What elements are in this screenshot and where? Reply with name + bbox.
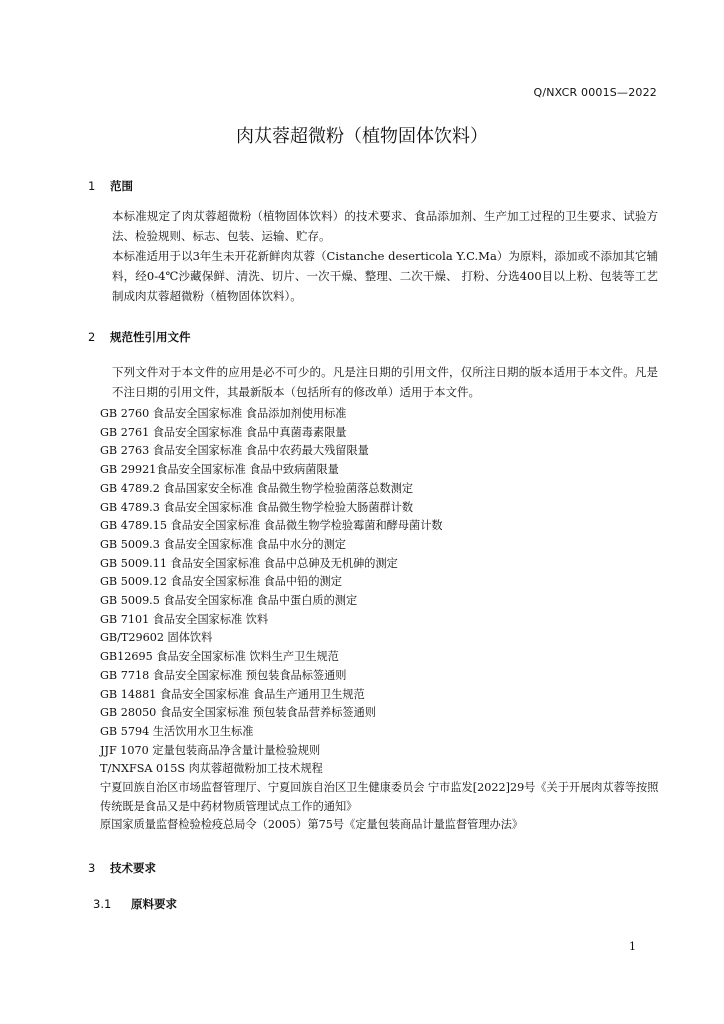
section-title: 技术要求 bbox=[110, 861, 157, 875]
reference-item: GB 29921食品安全国家标准 食品中致病菌限量 bbox=[100, 463, 339, 477]
section-number: 1 bbox=[88, 179, 96, 193]
reference-item: GB 2761 食品安全国家标准 食品中真菌毒素限量 bbox=[100, 425, 347, 439]
reference-item: T/NXFSA 015S 肉苁蓉超微粉加工技术规程 bbox=[100, 762, 323, 776]
reference-item: GB 14881 食品安全国家标准 食品生产通用卫生规范 bbox=[100, 687, 365, 701]
reference-item: GB 7718 食品安全国家标准 预包装食品标签通则 bbox=[100, 668, 347, 682]
reference-item: 宁夏回族自治区市场监督管理厅、宁夏回族自治区卫生健康委员会 宁市监发[2022]29号《关于开展肉苁蓉等按照传统既是食品又是中药材物质管理试点工作的通知》 bbox=[100, 781, 659, 813]
reference-item: GB 5009.12 食品安全国家标准 食品中铅的测定 bbox=[100, 575, 342, 589]
reference-item: GB 4789.15 食品安全国家标准 食品微生物学检验霉菌和酵母菌计数 bbox=[100, 519, 443, 533]
section-3-heading bbox=[88, 860, 156, 876]
reference-item: GB 2760 食品安全国家标准 食品添加剂使用标准 bbox=[100, 407, 347, 420]
reference-item: GB 5009.11 食品安全国家标准 食品中总砷及无机砷的测定 bbox=[100, 556, 398, 570]
reference-item: GB 28050 食品安全国家标准 预包装食品营养标签通则 bbox=[100, 706, 376, 720]
paragraph: 本标准适用于以3年生未开花新鲜肉苁蓉（Cistanche deserticola Y.C.Ma）为原料，添加或不添加其它辅料，经0-4℃沙藏保鲜、清洗、切片、一次干燥、整理、二次干燥、 打粉、分选400目以上粉、包装等工艺制成肉苁蓉超微粉（植物固体饮料）。 bbox=[112, 249, 658, 303]
reference-item: GB 5794 生活饮用水卫生标准 bbox=[100, 724, 254, 738]
section-1-body bbox=[88, 206, 658, 306]
section-2-heading bbox=[88, 329, 191, 345]
section-number: 2 bbox=[88, 330, 96, 344]
page-number: 1 bbox=[629, 940, 636, 953]
document-title: 肉苁蓉超微粉（植物固体饮料） bbox=[236, 126, 488, 147]
paragraph: 本标准规定了肉苁蓉超微粉（植物固体饮料）的技术要求、食品添加剂、生产加工过程的卫生要求、试验方法、检验规则、标志、包装、运输、贮存。 bbox=[112, 209, 658, 243]
normative-references-list bbox=[100, 405, 660, 835]
reference-item: GB 2763 食品安全国家标准 食品中农药最大残留限量 bbox=[100, 444, 369, 458]
reference-item: GB 5009.3 食品安全国家标准 食品中水分的测定 bbox=[100, 537, 346, 551]
section-title: 规范性引用文件 bbox=[110, 330, 191, 344]
subsection-title: 原料要求 bbox=[131, 897, 178, 911]
reference-item: GB 4789.2 食品国家安全标准 食品微生物学检验菌落总数测定 bbox=[100, 481, 414, 495]
reference-item: GB 5009.5 食品安全国家标准 食品中蛋白质的测定 bbox=[100, 594, 358, 608]
section-number: 3 bbox=[88, 861, 96, 875]
reference-item: JJF 1070 定量包装商品净含量计量检验规则 bbox=[100, 743, 321, 757]
reference-item: GB/T29602 固体饮料 bbox=[100, 631, 213, 645]
section-1-heading bbox=[88, 178, 133, 194]
subsection-3-1-heading bbox=[93, 896, 177, 912]
section-title: 范围 bbox=[110, 179, 134, 193]
reference-item: GB 7101 食品安全国家标准 饮料 bbox=[100, 612, 269, 626]
document-code: Q/NXCR 0001S—2022 bbox=[533, 86, 657, 99]
subsection-number: 3.1 bbox=[93, 897, 112, 911]
reference-item: GB 4789.3 食品安全国家标准 食品微生物学检验大肠菌群计数 bbox=[100, 500, 414, 514]
section-2-intro bbox=[88, 362, 658, 402]
paragraph: 下列文件对于本文件的应用是必不可少的。凡是注日期的引用文件，仅所注日期的版本适用于本文件。凡是不注日期的引用文件，其最新版本（包括所有的修改单）适用于本文件。 bbox=[112, 365, 658, 399]
reference-item: GB12695 食品安全国家标准 饮料生产卫生规范 bbox=[100, 650, 339, 664]
reference-item: 原国家质量监督检验检疫总局令（2005）第75号《定量包装商品计量监督管理办法》 bbox=[100, 818, 524, 832]
